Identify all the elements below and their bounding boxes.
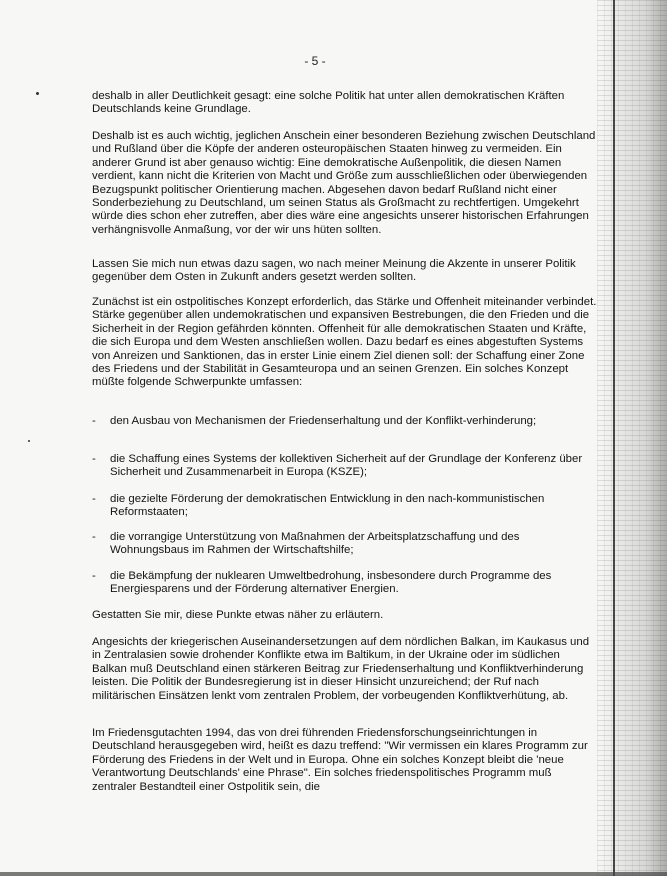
paragraph: deshalb in aller Deutlichkeit gesagt: eine solche Politik hat unter allen demokratischen Kräften Deutschlands keine Grundlage.: [92, 90, 565, 116]
list-item-text: den Ausbau von Mechanismen der Friedenserhaltung und der Konflikt-verhinderung;: [110, 415, 537, 427]
paragraph: Zunächst ist ein ostpolitisches Konzept erforderlich, das Stärke und Offenheit miteinander verbindet. Stärke gegenüber allen undemokratischen und expansiven Bestrebungen, die den Frieden und die Sicherheit in der Region gefährden könnten. Offenheit für alle demokratischen Staaten und Kräfte, die sich Europa und dem Westen anschließen wollen. Dazu bedarf es eines abgestuften Systems von Anreizen und Sanktionen, das in erster Linie einem Ziel dienen soll: der Schaffung einer Zone des Friedens und der Stabilität in Gesamteuropa und an seinen Grenzen. Ein solches Konzept müßte folgende Schwerpunkte umfassen:: [92, 296, 597, 389]
scan-speck: [28, 440, 30, 442]
bullet-marker: -: [92, 570, 96, 582]
list-item-text: die Schaffung eines Systems der kollektiven Sicherheit auf der Grundlage der Konferenz über Sicherheit und Zusammenarbeit in Europa (KSZE);: [110, 453, 583, 479]
bullet-marker: -: [92, 493, 96, 505]
list-item-text: die Bekämpfung der nuklearen Umweltbedrohung, insbesondere durch Programme des Energiesparens und der Förderung alternativer Energien.: [110, 570, 552, 596]
bullet-marker: -: [92, 531, 96, 543]
paragraph: Gestatten Sie mir, diese Punkte etwas näher zu erläutern.: [92, 609, 384, 621]
scan-speck: [36, 92, 39, 95]
scan-bottom-edge: [0, 872, 667, 876]
list-item-text: die gezielte Förderung der demokratischen Entwicklung in den nach-kommunistischen Reformstaaten;: [110, 493, 545, 519]
scan-edge-line: [613, 0, 615, 876]
list-item-text: die vorrangige Unterstützung von Maßnahmen der Arbeitsplatzschaffung und des Wohnungsbaus im Rahmen der Wirtschaftshilfe;: [110, 531, 520, 557]
page-number: - 5 -: [304, 54, 326, 68]
paragraph: Lassen Sie mich nun etwas dazu sagen, wo nach meiner Meinung die Akzente in unserer Politik gegenüber dem Osten in Zukunft anders gesetzt werden sollten.: [92, 258, 576, 284]
bullet-marker: -: [92, 415, 96, 427]
paragraph: Angesichts der kriegerischen Auseinandersetzungen auf dem nördlichen Balkan, im Kaukasus und in Zentralasien sowie drohender Konflikte etwa im Baltikum, in der Ukraine oder im südlichen Balkan muß Deutschland einen stärkeren Beitrag zur Friedenserhaltung und Konfliktverhinderung leisten. Die Politik der Bundesregierung ist in dieser Hinsicht unzureichend; der Ruf nach militärischen Einsätzen lenkt vom zentralen Problem, der vorbeugenden Konfliktverhütung, ab.: [92, 636, 590, 702]
paragraph: Im Friedensgutachten 1994, das von drei führenden Friedensforschungseinrichtungen in Deutschland herausgegeben wird, heißt es dazu treffend: "Wir vermissen ein klares Programm zur Förderung des Friedens in der Welt und in Europa. Ohne ein solches Konzept bleibt die 'neue Verantwortung Deutschlands' eine Phrase". Ein solches friedenspolitisches Programm muß zentraler Bestandteil einer Ostpolitik sein, die: [92, 727, 588, 793]
bullet-marker: -: [92, 453, 96, 465]
scan-edge-noise: [597, 0, 667, 876]
paragraph: Deshalb ist es auch wichtig, jeglichen Anschein einer besonderen Beziehung zwischen Deutschland und Rußland über die Köpfe der anderen osteuropäischen Staaten hinweg zu vermeiden. Ein anderer Grund ist aber genauso wichtig: Eine demokratische Außenpolitik, die diesen Namen verdient, kann nicht die Kriterien von Macht und Größe zum ausschließlichen oder überwiegenden Bezugspunkt politischer Orientierung machen. Abgesehen davon bedarf Rußland nicht einer Sonderbeziehung zu Deutschland, um seinen Status als Großmacht zu rechtfertigen. Umgekehrt würde dies schon eher zutreffen, aber dies wäre eine angesichts unserer historischen Erfahrungen verhängnisvolle Anmaßung, vor der wir uns hüten sollten.: [92, 130, 596, 236]
